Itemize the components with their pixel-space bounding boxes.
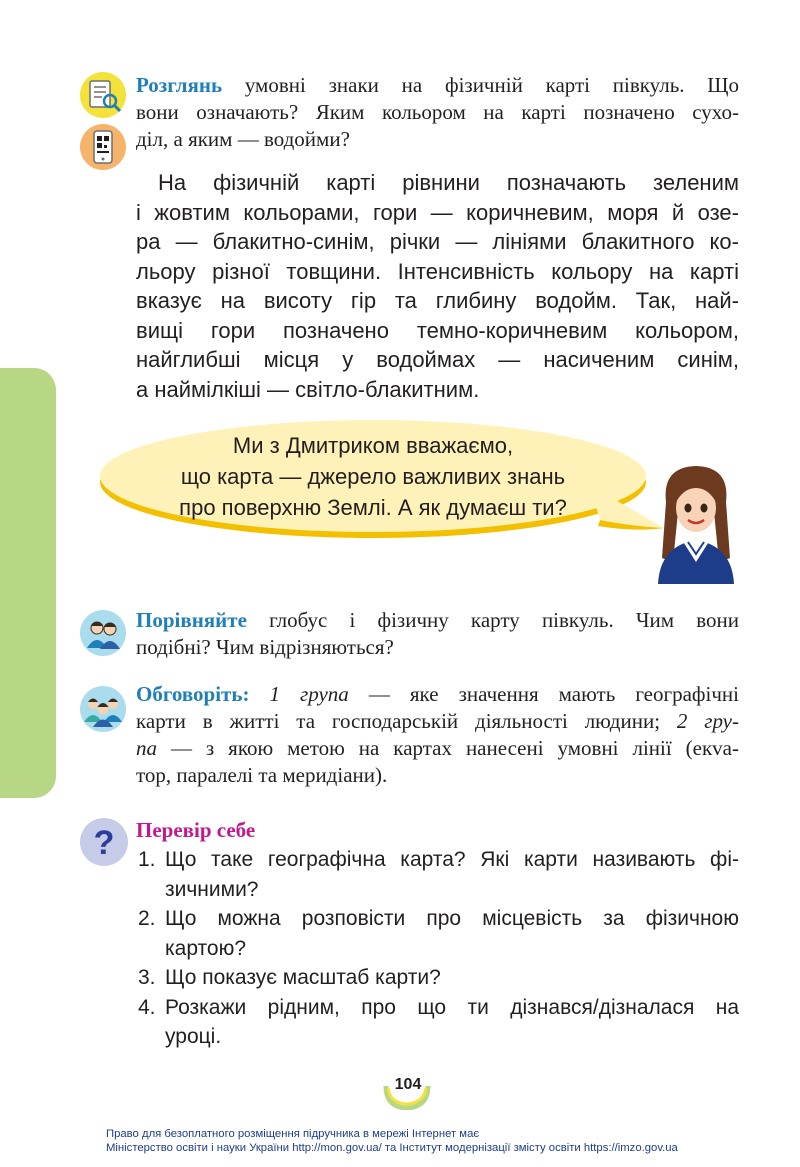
question-line: Що показує масштаб карти? xyxy=(165,966,441,989)
magnifier-document-icon xyxy=(80,72,126,118)
compare-task-line1: глобус і фізичну карту півкуль. Чим вони xyxy=(246,608,739,632)
look-task-line1: умовні знаки на фізичній карті півкуль. Що xyxy=(222,73,739,97)
compare-task-lead: Порівняйте xyxy=(136,608,247,632)
question-item xyxy=(138,845,739,904)
look-task xyxy=(136,72,739,153)
group-1-label: 1 група xyxy=(249,682,349,706)
footer-note xyxy=(106,1127,746,1155)
group-2-label-a: 2 гру- xyxy=(660,709,739,733)
side-tab xyxy=(0,368,56,798)
question-list xyxy=(138,845,739,1052)
question-item xyxy=(138,963,739,993)
paragraph-line: ра — блакитно-синім, річки — лініями блакитного ко- xyxy=(136,229,739,254)
girl-character-illustration xyxy=(652,462,740,584)
paragraph-line: а наймілкіші — світло-блакитним. xyxy=(136,376,480,402)
page-number: 104 xyxy=(394,1076,422,1093)
group-2-label-b: па xyxy=(136,736,157,760)
qr-phone-icon xyxy=(80,124,126,170)
discuss-task-lead: Обговоріть: xyxy=(136,682,250,706)
paragraph-line: вказує на висоту гір та глибину водойм. Так, най- xyxy=(136,288,739,313)
footer-line: Право для безоплатного розміщення підручника в мережі Інтернет має xyxy=(106,1128,480,1140)
question-line: картою? xyxy=(165,936,247,960)
compare-task xyxy=(136,607,739,661)
svg-text:?: ? xyxy=(93,824,115,862)
question-line: Розкажи рідним, про що ти дізнався/дізналася на xyxy=(165,995,739,1019)
question-line: Що можна розповісти про місцевість за фізичною xyxy=(165,907,739,930)
question-line: уроці. xyxy=(165,1025,222,1048)
group-work-icon xyxy=(80,686,126,732)
paragraph-line: і жовтим кольорами, гори — коричневим, моря й озе- xyxy=(136,199,739,225)
discuss-task-line4: тор, паралелі та меридіани). xyxy=(136,763,388,787)
paragraph-line: На фізичній карті рівнини позначають зеленим xyxy=(158,170,739,195)
main-paragraph xyxy=(136,168,739,404)
paragraph-line: найглибші місця у водоймах — насиченим синім, xyxy=(136,347,739,372)
bubble-line: про поверхню Землі. А як думаєш ти? xyxy=(179,495,567,520)
footer-line: Міністерство освіти і науки України http://mon.gov.ua/ та Інститут модернізації змісту освіти https://imzo.gov.ua xyxy=(106,1142,678,1154)
look-task-line3: діл, а яким — водойми? xyxy=(136,127,350,151)
speech-bubble-text xyxy=(100,430,646,523)
paragraph-line: льору різної товщини. Інтенсивність кольору на карті xyxy=(136,258,739,284)
look-task-line2: вони означають? Яким кольором на карті позначено сухо- xyxy=(136,100,739,124)
question-line: Що таке географічна карта? Які карти називають фі- xyxy=(165,848,739,871)
question-line: зичними? xyxy=(165,877,259,901)
question-mark-icon xyxy=(80,818,128,866)
question-number: 1. xyxy=(138,848,156,871)
bubble-line: що карта — джерело важливих знань xyxy=(180,464,566,489)
question-number: 2. xyxy=(138,907,156,930)
question-number: 4. xyxy=(138,995,156,1019)
bubble-line: Ми з Дмитриком вважаємо, xyxy=(232,433,514,458)
discuss-task-line1: — яке значення мають географічні xyxy=(348,682,739,706)
look-task-lead: Розглянь xyxy=(136,73,223,97)
discuss-task-line3: — з якою метою на картах нанесені умовні лінії (екva- xyxy=(157,736,739,760)
compare-task-line2: подібні? Чим відрізняються? xyxy=(136,635,394,659)
question-number: 3. xyxy=(138,966,156,989)
paragraph-line: вищі гори позначено темно-коричневим кольором, xyxy=(136,317,739,343)
question-item xyxy=(138,993,739,1052)
pair-work-icon xyxy=(80,610,126,656)
question-item xyxy=(138,904,739,963)
check-yourself-title: Перевір себе xyxy=(136,818,256,842)
discuss-task xyxy=(136,681,739,789)
discuss-task-line2: карти в житті та господарській діяльності людини; xyxy=(136,709,661,733)
